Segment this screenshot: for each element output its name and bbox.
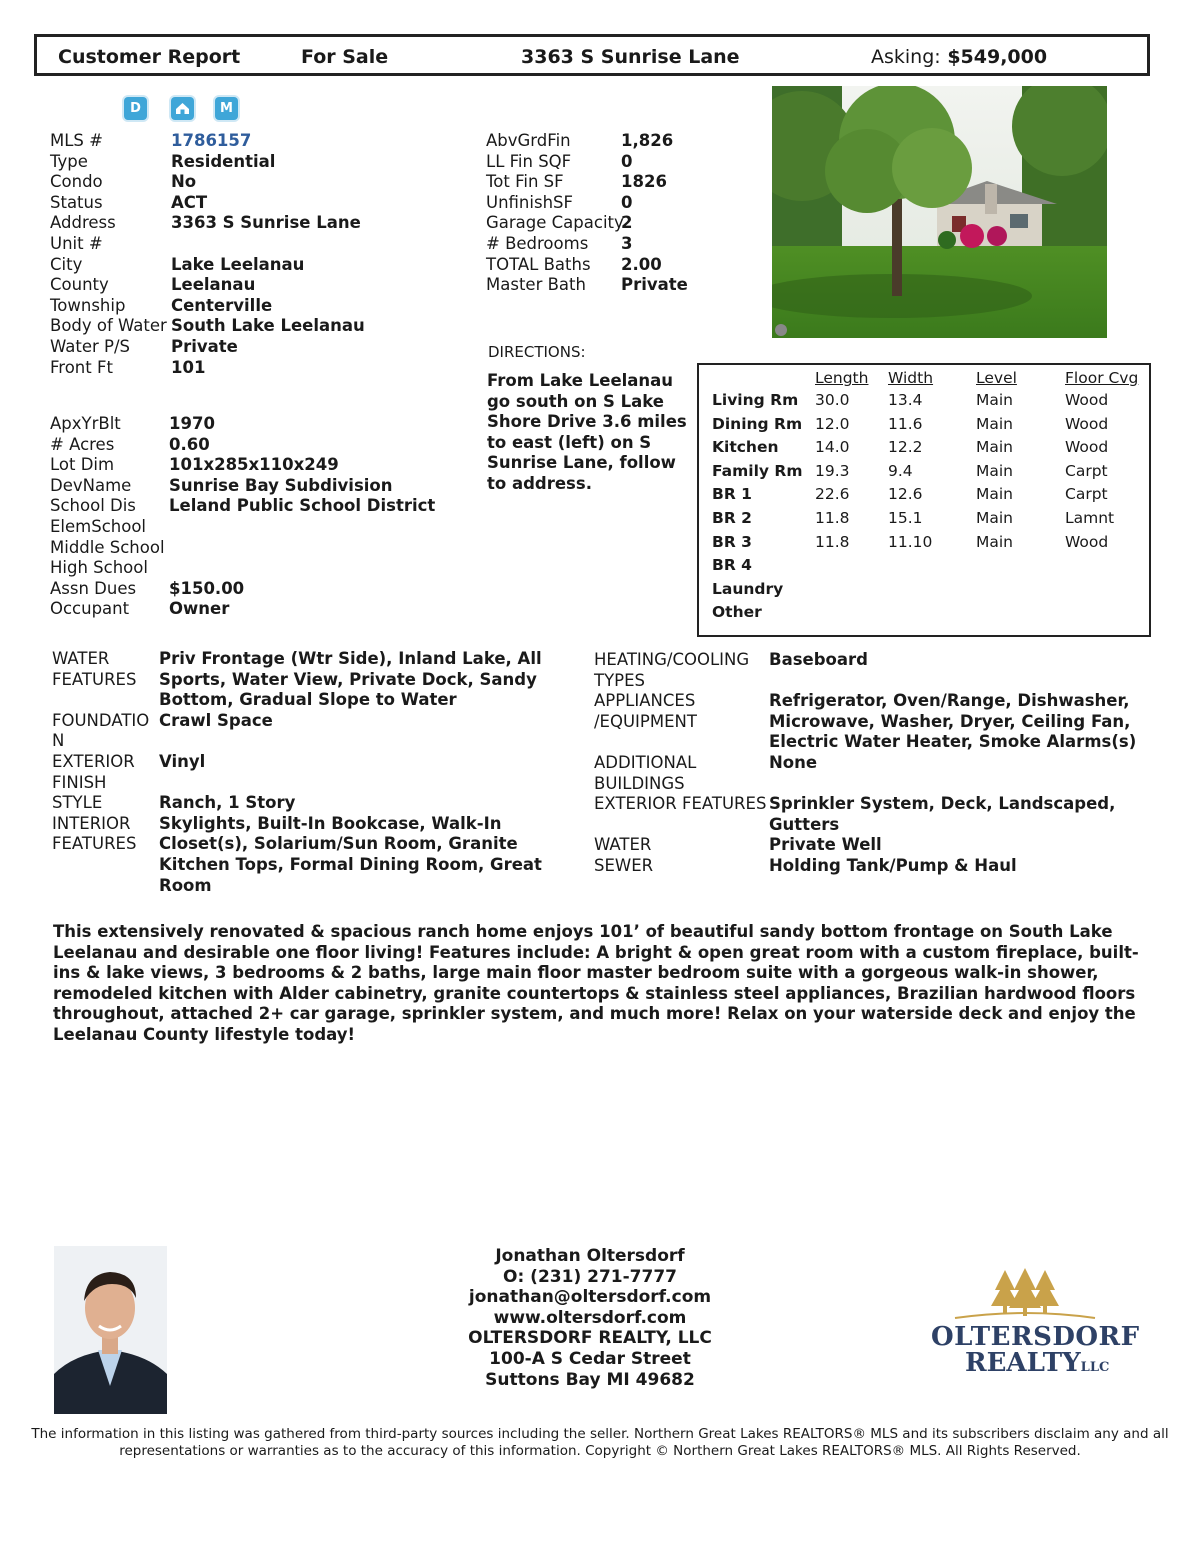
detail-row: [50, 193, 470, 214]
room-name: Other: [712, 603, 762, 622]
feature-key: STYLE: [52, 793, 103, 813]
detail-value: 1826: [621, 172, 667, 192]
room-length: 30.0: [815, 391, 850, 409]
detail-key: Township: [50, 295, 126, 315]
logo-line2: REALTY: [965, 1348, 1081, 1378]
room-floor: Carpt: [1065, 485, 1108, 504]
room-name: BR 3: [712, 532, 752, 551]
detail-row: [50, 255, 470, 276]
detail-row: [50, 337, 470, 358]
room-level: Main: [976, 414, 1014, 433]
detail-value: 0: [621, 151, 633, 171]
feature-value: Holding Tank/Pump & Haul: [769, 856, 1017, 875]
detail-row: [50, 517, 470, 538]
agent-photo: [54, 1246, 167, 1414]
room-width: 15.1: [888, 509, 923, 527]
detail-key: # Bedrooms: [486, 233, 589, 253]
detail-value: 3: [621, 233, 633, 253]
detail-key: Garage Capacity: [486, 213, 624, 233]
detail-value: No: [171, 172, 197, 192]
detail-key: # Acres: [50, 434, 115, 454]
room-level: Main: [976, 461, 1014, 480]
feature-value: Refrigerator, Oven/Range, Dishwasher, Microwave, Washer, Dryer, Ceiling Fan, Electric Water Heater, Smoke Alarms(s): [769, 691, 1137, 752]
detail-row: [486, 275, 756, 296]
report-title: Customer Report: [58, 46, 241, 68]
room-width: 12.6: [888, 485, 923, 504]
room-row: [699, 438, 1149, 462]
agent-phone[interactable]: O: (231) 271-7777: [503, 1266, 677, 1287]
detail-key: DevName: [50, 475, 132, 495]
detail-value: 2.00: [621, 254, 662, 274]
detail-key: Address: [50, 213, 116, 233]
detail-value: 101x285x110x249: [169, 455, 339, 475]
room-width: 11.6: [888, 414, 923, 433]
header-address: 3363 S Sunrise Lane: [521, 46, 740, 68]
detail-row: [50, 455, 470, 476]
feature-value: Ranch, 1 Story: [159, 793, 296, 813]
detail-value: Leland Public School District: [169, 496, 436, 516]
room-floor: Lamnt: [1065, 509, 1115, 527]
detail-value: Lake Leelanau: [171, 254, 305, 274]
agent-name: Jonathan Oltersdorf: [495, 1246, 685, 1266]
detail-key: Body of Water: [50, 316, 167, 336]
listing-status: For Sale: [301, 46, 389, 68]
detail-key: ApxYrBlt: [50, 414, 121, 433]
detail-value: ACT: [171, 192, 208, 212]
room-name: Family Rm: [712, 461, 803, 480]
feature-value: Skylights, Built-In Bookcase, Walk-In Closet(s), Solarium/Sun Room, Granite Kitchen Tops, Formal Dining Room, Great Room: [159, 813, 542, 895]
feature-value: Sprinkler System, Deck, Landscaped, Gutters: [769, 794, 1116, 834]
detail-key: Unit #: [50, 233, 103, 253]
room-row: [699, 415, 1149, 439]
feature-key: SEWER: [594, 856, 654, 875]
detail-key: Front Ft: [50, 357, 113, 377]
detail-row: [486, 213, 756, 234]
feature-key: EXTERIOR FEATURES: [594, 794, 767, 814]
detail-key: Lot Dim: [50, 455, 115, 475]
room-name: BR 4: [712, 556, 752, 575]
detail-value: 1970: [169, 414, 215, 433]
detail-row: [50, 358, 470, 379]
detail-value: Owner: [169, 599, 230, 619]
room-length: 19.3: [815, 461, 850, 480]
agent-city: Suttons Bay MI 49682: [485, 1369, 695, 1390]
detail-value: Sunrise Bay Subdivision: [169, 475, 393, 495]
room-name: Laundry: [712, 579, 784, 598]
room-floor: Carpt: [1065, 461, 1108, 480]
room-row: [699, 391, 1149, 415]
detail-key: Water P/S: [50, 336, 131, 356]
detail-value: 3363 S Sunrise Lane: [171, 213, 361, 233]
detail-value: Leelanau: [171, 275, 256, 295]
detail-row: [50, 476, 470, 497]
detail-row: [50, 152, 470, 173]
detail-value: 0: [621, 192, 633, 212]
room-level: Main: [976, 391, 1014, 409]
detail-row: [50, 599, 470, 620]
column-header-floor: Floor Cvg: [1065, 369, 1139, 387]
detail-row: [50, 296, 470, 317]
agent-street: 100-A S Cedar Street: [489, 1348, 691, 1369]
room-name: Dining Rm: [712, 414, 803, 433]
room-level: Main: [976, 485, 1014, 504]
house-icon[interactable]: [171, 97, 194, 120]
feature-value: Crawl Space: [159, 710, 273, 730]
feature-value: Private Well: [769, 835, 882, 855]
detail-row: [50, 579, 470, 600]
detail-key: ElemSchool: [50, 516, 147, 536]
room-floor: Wood: [1065, 414, 1109, 433]
feature-value: Vinyl: [159, 752, 206, 771]
detail-value: Private: [171, 336, 238, 356]
property-details: [50, 414, 470, 620]
agent-website[interactable]: www.oltersdorf.com: [493, 1307, 687, 1328]
room-name: Living Rm: [712, 391, 799, 409]
report-header: [34, 34, 1150, 76]
room-row: [699, 509, 1149, 533]
listing-details: [50, 131, 470, 378]
detail-value: 1,826: [621, 131, 674, 150]
detail-value: South Lake Leelanau: [171, 316, 365, 336]
detail-row: [50, 538, 470, 559]
room-row: [699, 580, 1149, 604]
feature-key: HEATING/COOLING TYPES: [594, 650, 750, 690]
asking-label: Asking:: [871, 46, 941, 68]
document-icon[interactable]: D: [124, 97, 147, 120]
detail-row: [50, 275, 470, 296]
detail-key: School Dis: [50, 496, 136, 516]
map-icon[interactable]: M: [215, 97, 238, 120]
detail-key: Middle School: [50, 537, 165, 557]
room-row: [699, 556, 1149, 580]
room-width: 11.10: [888, 532, 933, 551]
room-name: BR 1: [712, 485, 752, 504]
detail-row: [486, 193, 756, 214]
agent-company: OLTERSDORF REALTY, LLC: [468, 1328, 712, 1349]
column-header-level: Level: [976, 369, 1017, 387]
detail-value: $150.00: [169, 578, 245, 598]
asking-price-group: [871, 46, 1047, 68]
disclaimer: The information in this listing was gathered from third-party sources including the seller. Northern Great Lakes REALTORS® MLS and its subscribers disclaim any and all representations or warranties as to the accuracy of this information. Copyright © Northern Great Lakes REALTORS® MLS. All Rights Reserved.: [31, 1426, 1169, 1459]
detail-key: City: [50, 254, 83, 274]
detail-value: 2: [621, 213, 633, 233]
detail-row: [486, 152, 756, 173]
detail-key: High School: [50, 558, 148, 578]
detail-row: [486, 172, 756, 193]
detail-key: Assn Dues: [50, 578, 137, 598]
directions-text: From Lake Leelanau go south on S Lake Shore Drive 3.6 miles to east (left) on S Sunrise Lane, follow to address.: [487, 371, 687, 493]
detail-row: [50, 496, 470, 517]
agent-email[interactable]: jonathan@oltersdorf.com: [468, 1287, 712, 1308]
detail-key: Status: [50, 192, 103, 212]
detail-key: AbvGrdFin: [486, 131, 571, 150]
detail-key: Master Bath: [486, 275, 586, 295]
room-level: Main: [976, 532, 1014, 551]
room-length: 11.8: [815, 532, 850, 551]
detail-row: [50, 435, 470, 456]
feature-key: APPLIANCES /EQUIPMENT: [594, 691, 697, 731]
feature-key: WATER: [594, 835, 652, 855]
detail-value: Centerville: [171, 295, 273, 315]
feature-value: Priv Frontage (Wtr Side), Inland Lake, All Sports, Water View, Private Dock, Sandy Bottom, Gradual Slope to Water: [159, 649, 542, 710]
feature-key: FOUNDATIO N: [52, 710, 150, 751]
room-floor: Wood: [1065, 438, 1109, 457]
room-name: Kitchen: [712, 438, 779, 457]
room-length: 11.8: [815, 509, 850, 527]
room-row: [699, 603, 1149, 627]
room-row: [699, 533, 1149, 557]
detail-row: [486, 234, 756, 255]
detail-key: Condo: [50, 172, 103, 192]
detail-row: [50, 131, 470, 152]
property-photo: [772, 86, 1107, 338]
detail-row: [50, 316, 470, 337]
detail-value: 101: [171, 357, 206, 377]
column-header-width: Width: [888, 369, 934, 387]
room-level: Main: [976, 438, 1014, 457]
feature-key: WATER FEATURES: [52, 649, 137, 689]
detail-key: TOTAL Baths: [486, 254, 591, 274]
detail-row: [50, 213, 470, 234]
feature-value: Baseboard: [769, 650, 868, 669]
room-width: 13.4: [888, 391, 923, 409]
detail-row: [50, 172, 470, 193]
company-logo: [925, 1268, 1140, 1378]
size-details: [486, 131, 756, 296]
agent-contact: [400, 1246, 780, 1390]
feature-key: EXTERIOR FINISH: [52, 752, 135, 792]
feature-value: None: [769, 753, 818, 772]
detail-row: [50, 234, 470, 255]
detail-row: [50, 558, 470, 579]
feature-key: INTERIOR FEATURES: [52, 813, 137, 854]
room-name: BR 2: [712, 509, 752, 527]
detail-key: County: [50, 275, 109, 295]
room-width: 12.2: [888, 438, 923, 457]
detail-key: Tot Fin SF: [486, 172, 564, 192]
detail-key: MLS #: [50, 131, 103, 150]
logo-suffix: LLC: [1080, 1360, 1110, 1375]
detail-value: Private: [621, 275, 688, 295]
detail-key: LL Fin SQF: [486, 151, 572, 171]
detail-row: [486, 131, 756, 152]
room-level: Main: [976, 509, 1014, 527]
room-floor: Wood: [1065, 532, 1109, 551]
detail-value[interactable]: 1786157: [171, 131, 252, 150]
detail-key: Type: [50, 151, 88, 171]
logo-line1: OLTERSDORF: [931, 1322, 1140, 1352]
rooms-table: [697, 363, 1151, 637]
detail-value: Residential: [171, 151, 276, 171]
column-header-length: Length: [815, 369, 869, 387]
public-remarks: This extensively renovated & spacious ranch home enjoys 101’ of beautiful sandy bottom frontage on South Lake Leelanau and desirable one floor living! Features include: A bright & open great room with a custom fireplace, built-ins & lake views, 3 bedrooms & 2 baths, large main floor master bedroom suite with a gorgeous walk-in shower, remodeled kitchen with Alder cabinetry, granite countertops & stainless steel appliances, Brazilian hardwood floors throughout, attached 2+ car garage, sprinkler system, and much more! Relax on your waterside deck and enjoy the Leelanau County lifestyle today!: [53, 922, 1139, 1044]
detail-key: UnfinishSF: [486, 192, 573, 212]
asking-price: $549,000: [947, 46, 1048, 68]
room-row: [699, 462, 1149, 486]
feature-key: ADDITIONAL BUILDINGS: [594, 753, 697, 793]
directions-label: DIRECTIONS:: [488, 343, 586, 361]
room-length: 14.0: [815, 438, 850, 457]
logo-line2-group: [965, 1348, 1109, 1378]
room-length: 22.6: [815, 485, 850, 504]
detail-row: [50, 414, 470, 435]
room-row: [699, 485, 1149, 509]
detail-row: [486, 255, 756, 276]
room-width: 9.4: [888, 461, 913, 480]
room-floor: Wood: [1065, 391, 1109, 409]
room-length: 12.0: [815, 414, 850, 433]
detail-value: 0.60: [169, 434, 210, 454]
detail-key: Occupant: [50, 599, 130, 619]
